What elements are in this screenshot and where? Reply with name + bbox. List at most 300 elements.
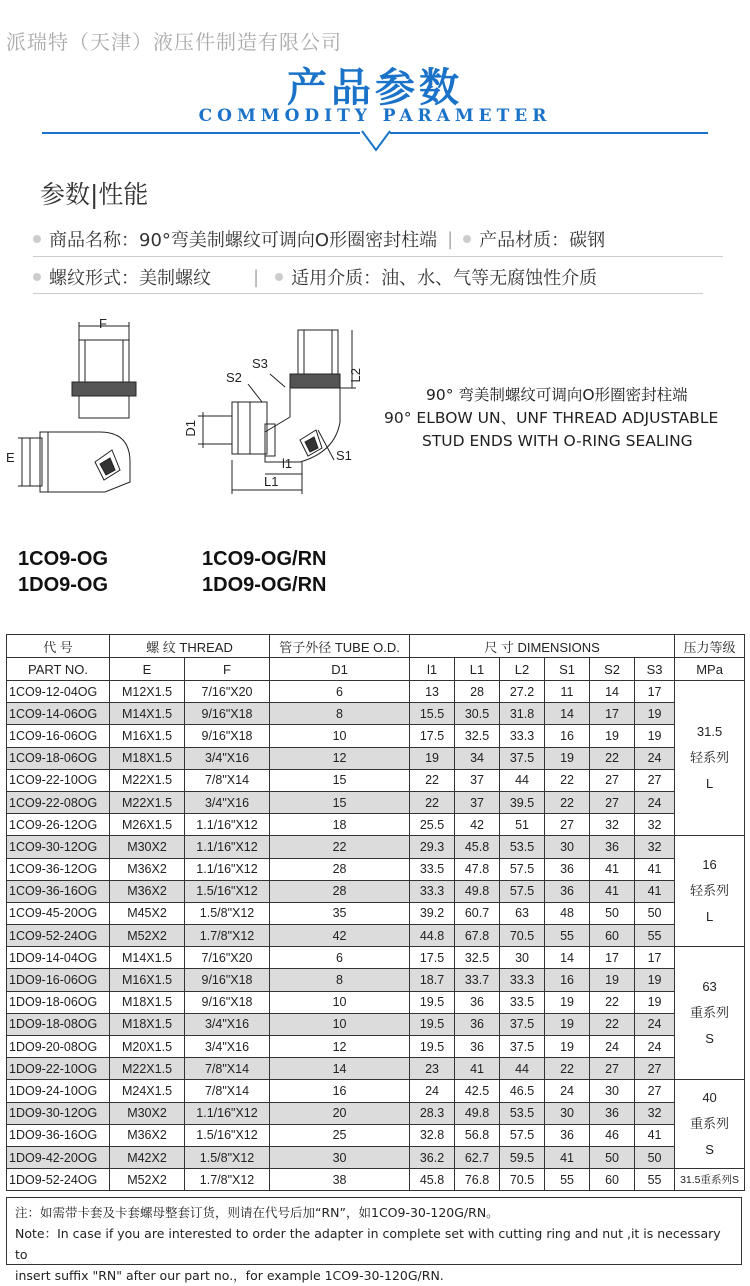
part-number: 1CO9-OG/RN: [202, 548, 327, 570]
table-row: [7, 814, 745, 836]
table-row: [7, 1102, 745, 1124]
table-cell: 30.5: [455, 703, 500, 725]
chevron-down-icon: [360, 128, 392, 154]
table-cell: 23: [410, 1058, 455, 1080]
cell-part-no: 1DO9-20-08OG: [7, 1036, 110, 1058]
table-row: [7, 880, 745, 902]
table-cell: 36: [455, 1013, 500, 1035]
table-cell: 19.5: [410, 1013, 455, 1035]
table-cell: 1.1/16"X12: [185, 814, 270, 836]
table-cell: 32: [635, 814, 675, 836]
table-cell: 45.8: [455, 836, 500, 858]
table-cell: 36: [545, 1124, 590, 1146]
pressure-series: 重系列: [690, 1005, 730, 1021]
dim-label-s2: S2: [226, 370, 242, 385]
table-cell: 44: [500, 769, 545, 791]
cell-part-no: 1CO9-22-10OG: [7, 769, 110, 791]
table-cell: 48: [545, 902, 590, 924]
table-row: [7, 1058, 745, 1080]
table-cell: 19: [635, 703, 675, 725]
header-s3: S3: [635, 658, 675, 681]
table-cell: 59.5: [500, 1146, 545, 1168]
divider-right: [390, 132, 708, 134]
table-cell: 12: [270, 1036, 410, 1058]
table-cell: 6: [270, 947, 410, 969]
table-cell: 36: [455, 991, 500, 1013]
table-cell: 9/16"X18: [185, 725, 270, 747]
header-thread: 螺 纹 THREAD: [110, 635, 270, 658]
table-cell: 76.8: [455, 1169, 500, 1191]
cell-part-no: 1CO9-26-12OG: [7, 814, 110, 836]
pressure-code: L: [705, 776, 714, 792]
table-row: [7, 1036, 745, 1058]
table-cell: 30: [590, 1080, 635, 1102]
table-cell: 31.8: [500, 703, 545, 725]
table-cell: 19: [635, 969, 675, 991]
table-cell: 17: [635, 681, 675, 703]
table-cell: M22X1.5: [110, 1058, 185, 1080]
note-cn: 注：如需带卡套及卡套螺母整套订货，则请在代号后加“RN”，如1CO9-30-120G/RN。: [15, 1205, 499, 1220]
table-cell: M42X2: [110, 1146, 185, 1168]
note-en-2: insert suffix "RN" after our part no.，for example 1CO9-30-120G/RN.: [15, 1268, 444, 1283]
table-cell: 41: [590, 858, 635, 880]
table-cell: 14: [590, 681, 635, 703]
header-tube: 管子外径 TUBE O.D.: [270, 635, 410, 658]
table-cell: 27: [590, 791, 635, 813]
fitting-drawing: [0, 312, 380, 502]
divider-left: [42, 132, 360, 134]
table-cell: 41: [455, 1058, 500, 1080]
pressure-class: [675, 836, 745, 947]
table-cell: 50: [635, 1146, 675, 1168]
cell-part-no: 1CO9-18-06OG: [7, 747, 110, 769]
table-cell: 70.5: [500, 925, 545, 947]
table-cell: 1.7/8"X12: [185, 1169, 270, 1191]
dim-label-s1: S1: [336, 448, 352, 463]
table-cell: 28: [270, 880, 410, 902]
table-cell: 22: [590, 747, 635, 769]
pressure-series: 重系列: [690, 1116, 730, 1132]
table-cell: M14X1.5: [110, 703, 185, 725]
table-cell: 32: [590, 814, 635, 836]
part-numbers-right: [202, 546, 326, 598]
table-cell: M14X1.5: [110, 947, 185, 969]
table-row: [7, 991, 745, 1013]
table-cell: 41: [635, 1124, 675, 1146]
table-cell: 30: [545, 1102, 590, 1124]
table-cell: 55: [545, 925, 590, 947]
table-body: [7, 681, 745, 1191]
table-cell: 3/4"X16: [185, 791, 270, 813]
header-s1: S1: [545, 658, 590, 681]
table-cell: 33.3: [500, 969, 545, 991]
pressure-class: [675, 1080, 745, 1169]
table-cell: 20: [270, 1102, 410, 1124]
company-name: 派瑞特（天津）液压件制造有限公司: [6, 30, 342, 54]
table-cell: 42: [455, 814, 500, 836]
table-cell: 27: [590, 1058, 635, 1080]
table-cell: 32: [635, 836, 675, 858]
table-cell: 28: [270, 858, 410, 880]
table-cell: 22: [545, 1058, 590, 1080]
header-s2: S2: [590, 658, 635, 681]
table-cell: 9/16"X18: [185, 969, 270, 991]
cell-part-no: 1CO9-52-24OG: [7, 925, 110, 947]
table-cell: 27: [545, 814, 590, 836]
medium: 适用介质：油、水、气等无腐蚀性介质: [291, 268, 598, 289]
dim-label-e: E: [6, 450, 15, 465]
pressure-series: 轻系列: [690, 750, 730, 766]
table-cell: 1.1/16"X12: [185, 1102, 270, 1124]
table-cell: 36: [590, 836, 635, 858]
cell-part-no: 1CO9-16-06OG: [7, 725, 110, 747]
table-cell: 50: [590, 1146, 635, 1168]
table-cell: 7/8"X14: [185, 1080, 270, 1102]
cell-part-no: 1DO9-52-24OG: [7, 1169, 110, 1191]
cell-part-no: 1CO9-14-06OG: [7, 703, 110, 725]
table-cell: 36: [545, 858, 590, 880]
table-cell: 36: [545, 880, 590, 902]
table-cell: 19: [545, 1013, 590, 1035]
table-cell: 9/16"X18: [185, 991, 270, 1013]
separator: |: [253, 266, 260, 288]
cell-part-no: 1CO9-36-16OG: [7, 880, 110, 902]
table-row: [7, 858, 745, 880]
table-cell: 39.5: [500, 791, 545, 813]
table-cell: 32.5: [455, 947, 500, 969]
pressure-text: 31.5重系列S: [680, 1173, 740, 1186]
bullet-icon: [33, 235, 41, 243]
table-cell: 63: [500, 902, 545, 924]
table-row: [7, 836, 745, 858]
table-cell: 14: [545, 703, 590, 725]
table-cell: M26X1.5: [110, 814, 185, 836]
header-e: E: [110, 658, 185, 681]
table-cell: 19: [635, 725, 675, 747]
underline: [33, 256, 723, 257]
table-cell: 8: [270, 703, 410, 725]
table-row: [7, 703, 745, 725]
table-cell: 51: [500, 814, 545, 836]
table-cell: 18.7: [410, 969, 455, 991]
dim-label-f: F: [99, 316, 107, 331]
table-cell: 19: [635, 991, 675, 1013]
table-cell: 33.3: [410, 880, 455, 902]
table-cell: 27.2: [500, 681, 545, 703]
desc-en-2: STUD ENDS WITH O-RING SEALING: [422, 432, 693, 450]
table-cell: 1.5/8"X12: [185, 902, 270, 924]
table-row: [7, 725, 745, 747]
product-material: 产品材质：碳钢: [479, 230, 606, 251]
bullet-icon: [463, 235, 471, 243]
page-title: 产品参数: [287, 65, 463, 111]
table-cell: 37.5: [500, 1036, 545, 1058]
table-cell: 42: [270, 925, 410, 947]
table-cell: 1.5/8"X12: [185, 1146, 270, 1168]
table-cell: 3/4"X16: [185, 1036, 270, 1058]
table-cell: 27: [635, 1080, 675, 1102]
table-cell: 28.3: [410, 1102, 455, 1124]
table-cell: 32.5: [455, 725, 500, 747]
table-cell: 13: [410, 681, 455, 703]
table-cell: 37: [455, 791, 500, 813]
table-cell: M30X2: [110, 1102, 185, 1124]
table-cell: M22X1.5: [110, 769, 185, 791]
table-cell: 14: [545, 947, 590, 969]
cell-part-no: 1CO9-12-04OG: [7, 681, 110, 703]
table-cell: 7/8"X14: [185, 1058, 270, 1080]
order-note: [6, 1197, 742, 1283]
part-numbers-left: [18, 546, 108, 598]
table-cell: 16: [270, 1080, 410, 1102]
cell-part-no: 1CO9-36-12OG: [7, 858, 110, 880]
table-cell: 19: [410, 747, 455, 769]
table-cell: 10: [270, 725, 410, 747]
header-mpa: MPa: [675, 658, 745, 681]
table-cell: M12X1.5: [110, 681, 185, 703]
table-cell: M16X1.5: [110, 725, 185, 747]
table-cell: 50: [635, 902, 675, 924]
section-title: 参数|性能: [40, 180, 149, 209]
dim-label-l1: L1: [264, 474, 279, 489]
fitting-description: [384, 384, 718, 453]
table-cell: 19: [590, 969, 635, 991]
table-cell: 19: [545, 747, 590, 769]
table-row: [7, 1169, 745, 1191]
table-cell: 60: [590, 1169, 635, 1191]
pressure-series: 轻系列: [690, 883, 730, 899]
table-cell: 16: [545, 969, 590, 991]
bullet-icon: [33, 273, 41, 281]
part-number: 1DO9-OG: [18, 574, 109, 596]
table-cell: 38: [270, 1169, 410, 1191]
table-cell: 17: [635, 947, 675, 969]
table-cell: 3/4"X16: [185, 1013, 270, 1035]
table-cell: 37: [455, 769, 500, 791]
separator: |: [447, 228, 454, 250]
pressure-code: L: [705, 909, 714, 925]
dim-label-l1-small: l1: [282, 456, 293, 471]
table-cell: 24: [590, 1036, 635, 1058]
pressure-code: S: [705, 1142, 714, 1158]
table-cell: 70.5: [500, 1169, 545, 1191]
table-cell: 15: [270, 791, 410, 813]
table-cell: 17: [590, 703, 635, 725]
pressure-class: [675, 681, 745, 836]
thread-type: 螺纹形式：美制螺纹: [49, 268, 211, 289]
table-cell: 1.7/8"X12: [185, 925, 270, 947]
cell-part-no: 1DO9-14-04OG: [7, 947, 110, 969]
table-cell: 7/16"X20: [185, 681, 270, 703]
table-cell: 56.8: [455, 1124, 500, 1146]
header-part-no: PART NO.: [7, 658, 110, 681]
table-cell: M45X2: [110, 902, 185, 924]
cell-part-no: 1DO9-24-10OG: [7, 1080, 110, 1102]
table-cell: 10: [270, 991, 410, 1013]
table-cell: 1.5/16"X12: [185, 880, 270, 902]
cell-part-no: 1DO9-18-08OG: [7, 1013, 110, 1035]
table-cell: 55: [545, 1169, 590, 1191]
table-cell: 37.5: [500, 747, 545, 769]
cell-part-no: 1CO9-30-12OG: [7, 836, 110, 858]
table-row: [7, 769, 745, 791]
table-cell: 9/16"X18: [185, 703, 270, 725]
table-cell: 47.8: [455, 858, 500, 880]
pressure-code: S: [705, 1031, 714, 1047]
table-cell: 49.8: [455, 1102, 500, 1124]
table-cell: 33.5: [410, 858, 455, 880]
table-cell: 42.5: [455, 1080, 500, 1102]
desc-cn: 90° 弯美制螺纹可调向O形圈密封柱端: [426, 386, 688, 404]
header-l2: L2: [500, 658, 545, 681]
table-cell: 24: [410, 1080, 455, 1102]
table-cell: 25: [270, 1124, 410, 1146]
table-cell: 57.5: [500, 858, 545, 880]
table-cell: 8: [270, 969, 410, 991]
table-cell: 22: [270, 836, 410, 858]
table-cell: 15.5: [410, 703, 455, 725]
table-row: [7, 947, 745, 969]
pressure-val: 63: [702, 979, 717, 995]
table-cell: 49.8: [455, 880, 500, 902]
table-cell: M36X2: [110, 880, 185, 902]
table-cell: 17.5: [410, 725, 455, 747]
table-cell: 30: [500, 947, 545, 969]
table-cell: 36: [455, 1036, 500, 1058]
table-cell: M24X1.5: [110, 1080, 185, 1102]
table-cell: 22: [410, 769, 455, 791]
table-cell: 30: [545, 836, 590, 858]
info-row-2: [33, 264, 597, 290]
table-cell: 19.5: [410, 991, 455, 1013]
table-cell: 37.5: [500, 1013, 545, 1035]
table-cell: 33.5: [500, 991, 545, 1013]
table-cell: 45.8: [410, 1169, 455, 1191]
table-cell: M18X1.5: [110, 747, 185, 769]
table-cell: 27: [635, 1058, 675, 1080]
table-row: [7, 1080, 745, 1102]
table-cell: 33.3: [500, 725, 545, 747]
table-cell: 1.1/16"X12: [185, 858, 270, 880]
table-row: [7, 681, 745, 703]
table-cell: 41: [545, 1146, 590, 1168]
table-cell: 44: [500, 1058, 545, 1080]
table-cell: 25.5: [410, 814, 455, 836]
part-number: 1DO9-OG/RN: [202, 574, 327, 596]
dim-label-l2: L2: [348, 368, 363, 383]
header-l1-small: l1: [410, 658, 455, 681]
table-cell: M52X2: [110, 925, 185, 947]
table-cell: 11: [545, 681, 590, 703]
table-cell: 55: [635, 1169, 675, 1191]
table-row: [7, 1124, 745, 1146]
table-cell: 22: [590, 991, 635, 1013]
table-cell: 33.7: [455, 969, 500, 991]
table-cell: M20X1.5: [110, 1036, 185, 1058]
table-cell: 53.5: [500, 836, 545, 858]
table-cell: 41: [635, 880, 675, 902]
table-cell: 19: [590, 725, 635, 747]
table-cell: 27: [635, 769, 675, 791]
table-cell: 19: [545, 991, 590, 1013]
cell-part-no: 1DO9-18-06OG: [7, 991, 110, 1013]
table-cell: M52X2: [110, 1169, 185, 1191]
parameter-table: [6, 634, 745, 1191]
underline: [33, 293, 703, 294]
dim-label-s3: S3: [252, 356, 268, 371]
table-row: [7, 925, 745, 947]
table-cell: 12: [270, 747, 410, 769]
header-f: F: [185, 658, 270, 681]
table-cell: 22: [545, 769, 590, 791]
table-cell: 60: [590, 925, 635, 947]
table-cell: 10: [270, 1013, 410, 1035]
table-cell: 27: [590, 769, 635, 791]
cell-part-no: 1CO9-45-20OG: [7, 902, 110, 924]
cell-part-no: 1DO9-36-16OG: [7, 1124, 110, 1146]
table-cell: 34: [455, 747, 500, 769]
cell-part-no: 1CO9-22-08OG: [7, 791, 110, 813]
info-row-1: [33, 226, 605, 252]
header-d1: D1: [270, 658, 410, 681]
table-cell: 39.2: [410, 902, 455, 924]
table-cell: 16: [545, 725, 590, 747]
desc-en-1: 90° ELBOW UN、UNF THREAD ADJUSTABLE: [384, 409, 719, 427]
table-cell: M18X1.5: [110, 1013, 185, 1035]
table-cell: 53.5: [500, 1102, 545, 1124]
table-cell: 24: [635, 791, 675, 813]
table-cell: 41: [635, 858, 675, 880]
table-cell: 46.5: [500, 1080, 545, 1102]
table-cell: 67.8: [455, 925, 500, 947]
table-cell: 60.7: [455, 902, 500, 924]
header-dimensions: 尺 寸 DIMENSIONS: [410, 635, 675, 658]
table-row: [7, 1146, 745, 1168]
table-cell: M36X2: [110, 1124, 185, 1146]
table-cell: 41: [590, 880, 635, 902]
table-cell: 17: [590, 947, 635, 969]
table-cell: M36X2: [110, 858, 185, 880]
header-l1: L1: [455, 658, 500, 681]
table-row: [7, 791, 745, 813]
pressure-val: 40: [702, 1090, 717, 1106]
table-cell: 35: [270, 902, 410, 924]
table-cell: 22: [590, 1013, 635, 1035]
table-cell: 32.8: [410, 1124, 455, 1146]
pressure-class: [675, 947, 745, 1080]
table-cell: 22: [410, 791, 455, 813]
table-cell: 6: [270, 681, 410, 703]
pressure-val: 31.5: [696, 724, 723, 740]
table-cell: 1.1/16"X12: [185, 836, 270, 858]
table-cell: 19: [545, 1036, 590, 1058]
part-number: 1CO9-OG: [18, 548, 109, 570]
table-cell: M30X2: [110, 836, 185, 858]
table-cell: 18: [270, 814, 410, 836]
cell-part-no: 1DO9-30-12OG: [7, 1102, 110, 1124]
pressure-val: 16: [702, 857, 717, 873]
table-cell: 14: [270, 1058, 410, 1080]
table-cell: 55: [635, 925, 675, 947]
table-cell: 7/8"X14: [185, 769, 270, 791]
table-cell: 36.2: [410, 1146, 455, 1168]
header-code: 代 号: [7, 635, 110, 658]
page-subtitle: COMMODITY PARAMETER: [198, 106, 552, 126]
table-cell: 44.8: [410, 925, 455, 947]
table-cell: M16X1.5: [110, 969, 185, 991]
table-cell: 24: [635, 1036, 675, 1058]
table-cell: 15: [270, 769, 410, 791]
